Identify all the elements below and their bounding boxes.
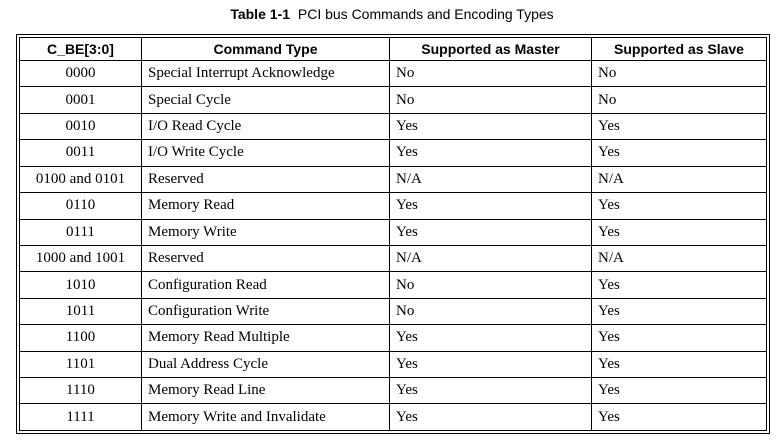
table-frame [16,34,770,434]
header-command-type: Command Type [142,38,390,61]
table-row [20,219,767,245]
cell-command-type: Memory Write and Invalidate [142,404,390,431]
cell-master: Yes [390,113,592,139]
cell-master: Yes [390,193,592,219]
cell-command-type: Memory Read Line [142,378,390,404]
cell-master: No [390,87,592,113]
cell-command-type: Configuration Write [142,298,390,324]
pci-commands-table [19,37,767,431]
cell-master: Yes [390,404,592,431]
cell-cbe: 1110 [20,378,142,404]
cell-master: Yes [390,351,592,377]
cell-cbe: 1011 [20,298,142,324]
cell-command-type: Configuration Read [142,272,390,298]
table-row [20,325,767,351]
table-row [20,245,767,271]
table-row [20,193,767,219]
table-row [20,166,767,192]
cell-slave: No [592,61,767,87]
cell-cbe: 0001 [20,87,142,113]
table-row [20,140,767,166]
cell-cbe: 0011 [20,140,142,166]
cell-cbe: 0100 and 0101 [20,166,142,192]
cell-command-type: Memory Read Multiple [142,325,390,351]
table-title: PCI bus Commands and Encoding Types [297,6,554,22]
cell-master: Yes [390,219,592,245]
cell-slave: Yes [592,272,767,298]
header-master: Supported as Master [390,38,592,61]
cell-command-type: I/O Read Cycle [142,113,390,139]
cell-master: Yes [390,140,592,166]
cell-master: Yes [390,325,592,351]
cell-cbe: 1010 [20,272,142,298]
cell-cbe: 0000 [20,61,142,87]
cell-slave: Yes [592,219,767,245]
cell-master: No [390,272,592,298]
cell-slave: Yes [592,325,767,351]
cell-cbe: 1111 [20,404,142,431]
cell-master: Yes [390,378,592,404]
table-row [20,298,767,324]
cell-cbe: 0111 [20,219,142,245]
cell-slave: Yes [592,404,767,431]
cell-command-type: Special Interrupt Acknowledge [142,61,390,87]
cell-master: No [390,61,592,87]
table-caption [0,6,784,22]
cell-slave: N/A [592,166,767,192]
cell-slave: Yes [592,140,767,166]
table-row [20,61,767,87]
cell-master: N/A [390,245,592,271]
cell-command-type: Memory Read [142,193,390,219]
cell-command-type: Reserved [142,166,390,192]
header-row [20,38,767,61]
header-slave: Supported as Slave [592,38,767,61]
table-body [20,61,767,431]
cell-slave: Yes [592,378,767,404]
table-row [20,272,767,298]
table-row [20,351,767,377]
cell-cbe: 1000 and 1001 [20,245,142,271]
cell-command-type: Special Cycle [142,87,390,113]
cell-slave: Yes [592,193,767,219]
cell-master: No [390,298,592,324]
table-row [20,87,767,113]
cell-slave: N/A [592,245,767,271]
cell-slave: Yes [592,351,767,377]
table-number: Table 1-1 [230,6,290,22]
table-row [20,113,767,139]
cell-cbe: 0010 [20,113,142,139]
cell-slave: Yes [592,298,767,324]
cell-command-type: Dual Address Cycle [142,351,390,377]
cell-command-type: Reserved [142,245,390,271]
cell-cbe: 0110 [20,193,142,219]
cell-command-type: Memory Write [142,219,390,245]
cell-slave: No [592,87,767,113]
cell-cbe: 1101 [20,351,142,377]
table-row [20,404,767,431]
cell-cbe: 1100 [20,325,142,351]
header-cbe: C_BE[3:0] [20,38,142,61]
cell-slave: Yes [592,113,767,139]
cell-command-type: I/O Write Cycle [142,140,390,166]
table-row [20,378,767,404]
cell-master: N/A [390,166,592,192]
